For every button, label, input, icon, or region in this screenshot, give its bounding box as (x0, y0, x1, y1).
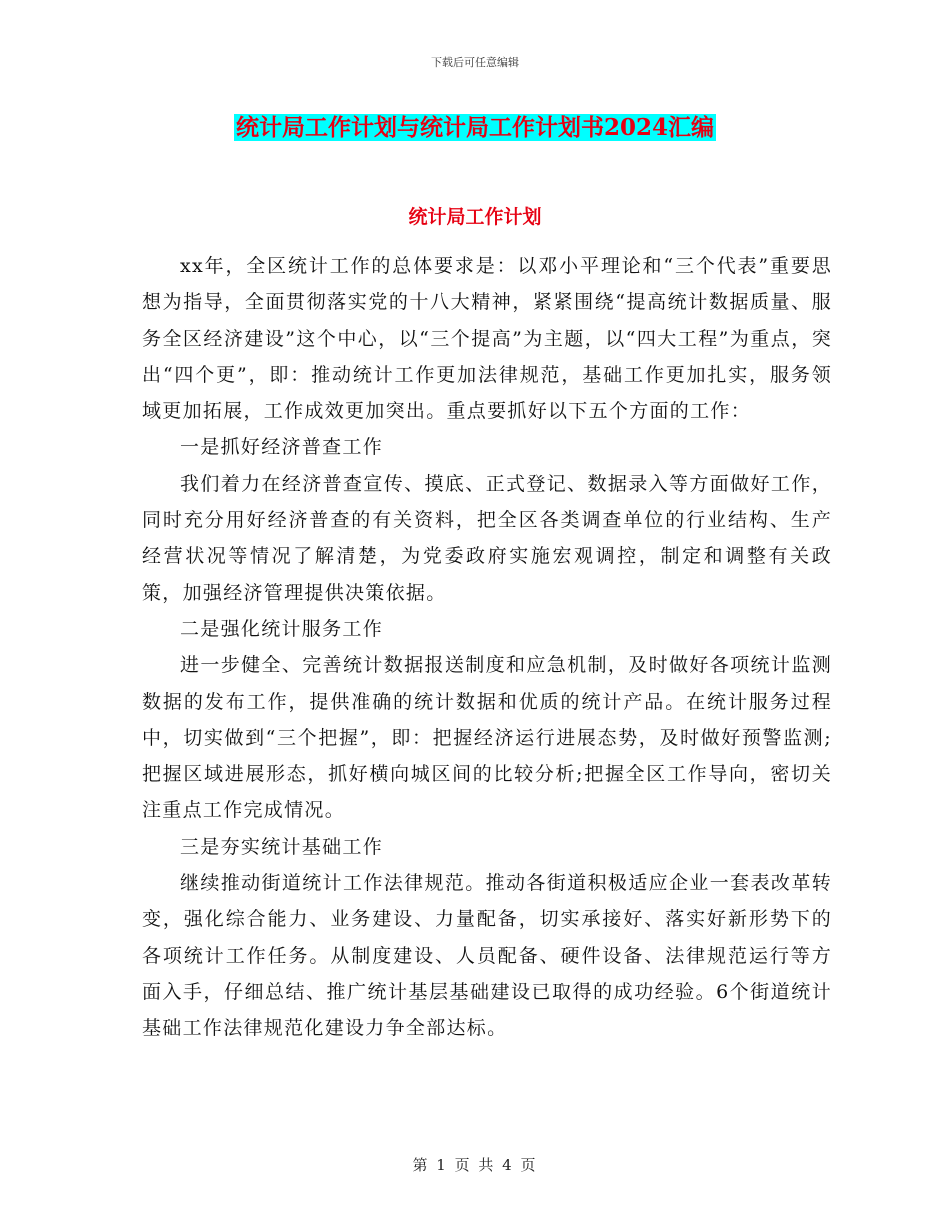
body-paragraph: xx年，全区统计工作的总体要求是：以邓小平理论和“三个代表”重要思想为指导，全面贯彻落实党的十八大精神，紧紧围绕“提高统计数据质量、服务全区经济建设”这个中心，以“三个提高”为主题，以“四大工程”为重点，突出“四个更”，即：推动统计工作更加法律规范，基础工作更加扎实，服务领域更加拓展，工作成效更加突出。重点要抓好以下五个方面的工作： (142, 255, 832, 423)
body-paragraph: 我们着力在经济普查宣传、摸底、正式登记、数据录入等方面做好工作，同时充分用好经济普查的有关资料，把全区各类调查单位的行业结构、生产经营状况等情况了解清楚，为党委政府实施宏观调控，制定和调整有关政策，加强经济管理提供决策依据。 (142, 472, 832, 604)
subsection-heading: 三是夯实统计基础工作 (180, 835, 384, 858)
page-number: 第 1 页 共 4 页 (412, 1156, 538, 1174)
body-paragraph: 进一步健全、完善统计数据报送制度和应急机制，及时做好各项统计监测数据的发布工作，提供准确的统计数据和优质的统计产品。在统计服务过程中，切实做到“三个把握”，即：把握经济运行进展态势，及时做好预警监测;把握区域进展形态，抓好横向城区间的比较分析;把握全区工作导向，密切关注重点工作完成情况。 (142, 654, 832, 822)
document-title (0, 110, 950, 146)
header-note: 下载后可任意编辑 (431, 56, 519, 69)
body-paragraph: 继续推动街道统计工作法律规范。推动各街道积极适应企业一套表改革转变，强化综合能力、业务建设、力量配备，切实承接好、落实好新形势下的各项统计工作任务。从制度建设、人员配备、硬件设备、法律规范运行等方面入手，仔细总结、推广统计基层基础建设已取得的成功经验。6个街道统计基础工作法律规范化建设力争全部达标。 (142, 872, 832, 1040)
subsection-heading: 一是抓好经济普查工作 (180, 436, 384, 459)
document-body (142, 248, 832, 1047)
section-title: 统计局工作计划 (408, 206, 542, 228)
subsection-heading: 二是强化统计服务工作 (180, 617, 384, 640)
document-title-text: 统计局工作计划与统计局工作计划书2024汇编 (235, 114, 714, 141)
